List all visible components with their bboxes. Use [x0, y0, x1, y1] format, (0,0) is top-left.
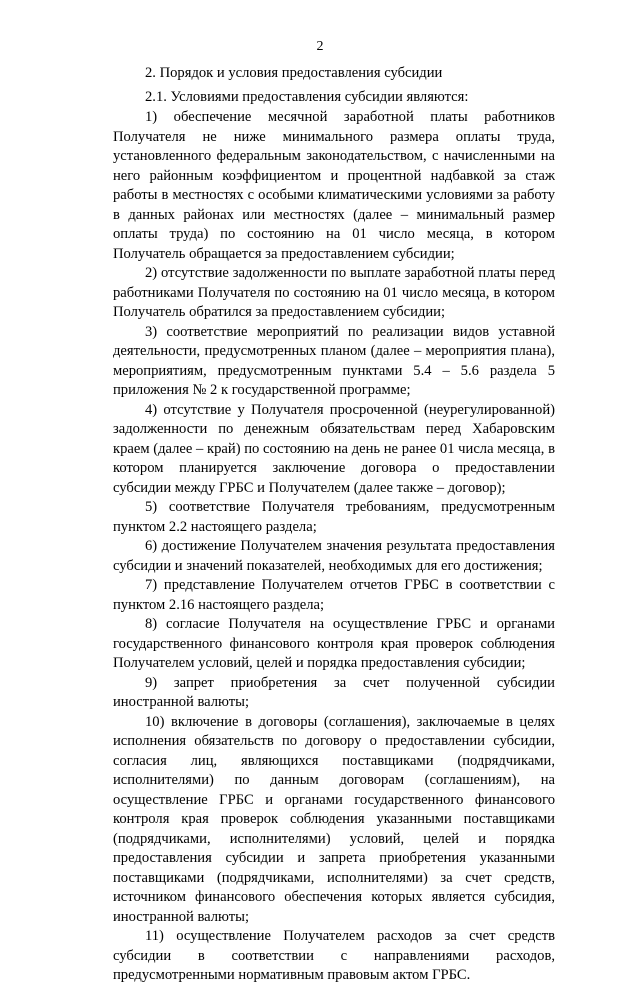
section-heading: 2. Порядок и условия предоставления субсидии	[145, 65, 443, 81]
subsection-lead: 2.1. Условиями предоставления субсидии являются:	[145, 88, 469, 105]
condition-item-1: 1) обеспечение месячной заработной платы работников Получателя не ниже минимального размера оплаты труда, установленного федеральным законодательством, с начисленными на него районным коэффициентом и процентной надбавкой за стаж работы в местностях с особыми климатическими условиями за работу в данных районах или местностях (далее – минимальный размер оплаты труда) по состоянию на 01 число месяца, в котором Получатель обращается за предоставлением субсидии;	[113, 109, 555, 262]
condition-item-11: 11) осуществление Получателем расходов за счет средств субсидии в соответствии с направлениями расходов, предусмотренными нормативным правовым актом ГРБС.	[113, 928, 555, 983]
condition-item-2: 2) отсутствие задолженности по выплате заработной платы перед работниками Получателя по состоянию на 01 число месяца, в котором Получатель обратился за предоставлением субсидии;	[113, 265, 555, 320]
condition-item-6: 6) достижение Получателем значения результата предоставления субсидии и значений показателей, необходимых для его достижения;	[113, 538, 555, 574]
condition-item-7: 7) представление Получателем отчетов ГРБС в соответствии с пунктом 2.16 настоящего раздела;	[113, 577, 555, 613]
condition-item-3: 3) соответствие мероприятий по реализации видов уставной деятельности, предусмотренных планом (далее – мероприятия плана), мероприятиям, предусмотренным пунктами 5.4 – 5.6 раздела 5 приложения № 2 к государственной программе;	[113, 323, 555, 398]
condition-item-10: 10) включение в договоры (соглашения), заключаемые в целях исполнения обязательств по договору о предоставлении субсидии, согласия лиц, являющихся поставщиками (подрядчиками, исполнителями) по данным договорам (соглашениям), на осуществление ГРБС и органами государственного финансового контроля края проверок соблюдения указанными поставщиками (подрядчиками, исполнителями) условий, целей и порядка предоставления субсидии и запрета приобретения указанными поставщиками (подрядчиками, исполнителями) за счет средств, источником финансового обеспечения которых является субсидия, иностранной валюты;	[113, 713, 555, 925]
document-body	[113, 64, 555, 986]
page-number: 2	[316, 39, 324, 54]
condition-item-5: 5) соответствие Получателя требованиям, предусмотренным пунктом 2.2 настоящего раздела;	[113, 499, 555, 535]
condition-item-9: 9) запрет приобретения за счет полученной субсидии иностранной валюты;	[113, 674, 555, 710]
condition-item-8: 8) согласие Получателя на осуществление ГРБС и органами государственного финансового контроля края проверок соблюдения Получателем условий, целей и порядка предоставления субсидии;	[113, 616, 555, 671]
condition-item-4: 4) отсутствие у Получателя просроченной (неурегулированной) задолженности по денежным обязательствам перед Хабаровским краем (далее – край) по состоянию на день не ранее 01 числа месяца, в котором планируется заключение договора о предоставлении субсидии между ГРБС и Получателем (далее также – договор);	[113, 401, 555, 496]
